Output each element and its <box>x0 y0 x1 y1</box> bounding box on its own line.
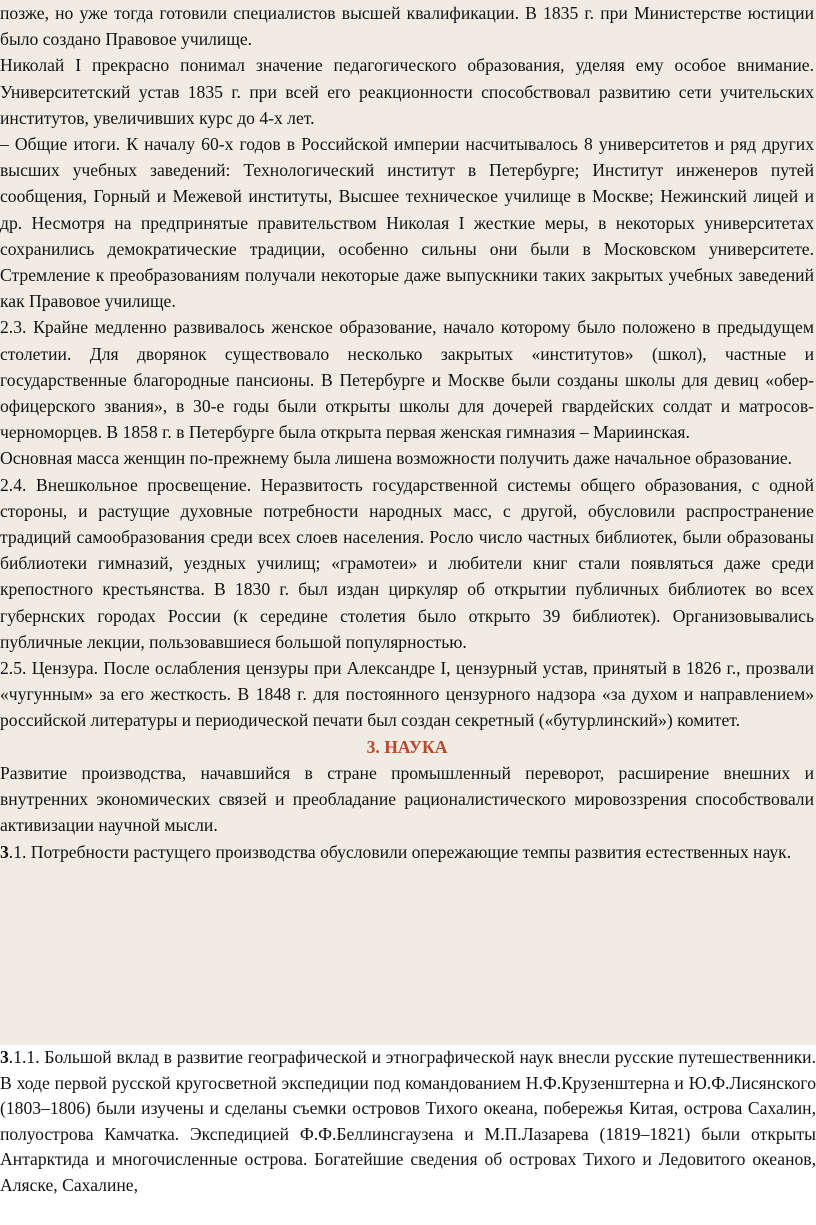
item-3-1-1-text: .1.1. Большой вклад в развитие географической и этнографической наук внесли русские путешественники. В ходе первой русской кругосветной экспедиции под командованием Н.Ф.Крузенштерна и Ю.Ф.Лисянского (1803–1806) были изучены и сделаны съемки островов Тихого океана, побережья Китая, острова Сахалин, полуострова Камчатка. Экспедицией Ф.Ф.Беллинсгаузена и М.П.Лазарева (1819–1821) были открыты Антарктида и многочисленные острова. Богатейшие сведения об островах Тихого и Ледовитого океанов, Аляске, Сахалине, <box>0 1047 816 1195</box>
item-3-1 <box>0 839 814 865</box>
item-3-1-number: 3 <box>0 841 9 862</box>
paragraph-4: 2.3. Крайне медленно развивалось женское образование, начало которому было положено в предыдущем столетии. Для дворянок существовало несколько закрытых «институтов» (школ), частные и государственные благородные пансионы. В Петербурге и Москве были созданы школы для девиц «обер-офицерского звания», в 30-е годы были открыты школы для дочерей гвардейских солдат и матросов-черноморцев. В 1858 г. в Петербурге была открыта первая женская гимназия – Мариинская. <box>0 317 814 443</box>
section-heading: 3. НАУКА <box>366 736 448 757</box>
item-3-1-1 <box>0 1045 816 1199</box>
item-3-1-text: .1. Потребности растущего производства обусловили опережающие темпы развития естественных наук. <box>8 841 792 862</box>
paragraph-5: Основная масса женщин по-прежнему была лишена возможности получить даже начальное образование. <box>0 448 793 469</box>
paragraph-6: 2.4. Внешкольное просвещение. Неразвитость государственной системы общего образования, с одной стороны, и растущие духовные потребности народных масс, с другой, обусловили распространение традиций самообразования среди всех слоев населения. Росло число частных библиотек, были образованы библиотеки гимназий, уездных училищ; «грамотеи» и любители книг стали появляться даже среди крепостного крестьянства. В 1830 г. был издан циркуляр об открытии публичных библиотек во всех губернских городах России (к середине столетия было открыто 39 библиотек). Организовывались публичные лекции, пользовавшиеся большой популярностью. <box>0 474 814 652</box>
paragraph-3: – Общие итоги. К началу 60-х годов в Российской империи насчитывалось 8 университетов и ряд других высших учебных заведений: Технологический институт в Петербурге; Институт инженеров путей сообщения, Горный и Межевой институты, Высшее техническое училище в Москве; Нежинский лицей и др. Несмотря на предпринятые правительством Николая I жесткие меры, в некоторых университетах сохранились демократические традиции, особенно сильны они были в Московском университете. Стремление к преобразованиям получали некоторые даже выпускники таких закрытых учебных заведений как Правовое училище. <box>0 134 814 312</box>
item-3-1-1-number: 3 <box>0 1047 9 1067</box>
section-paragraph-1: Развитие производства, начавшийся в стране промышленный переворот, расширение внешних и внутренних экономических связей и преобладание рационалистического мировоззрения способствовали активизации научной мысли. <box>0 762 814 836</box>
white-text-block <box>0 1045 816 1225</box>
paragraph-7: 2.5. Цензура. После ослабления цензуры при Александре I, цензурный устав, принятый в 1826 г., прозвали «чугунным» за его жесткость. В 1848 г. для постоянного цензурного надзора «за духом и направлением» российской литературы и периодической печати был создан секретный («бутурлинский») комитет. <box>0 658 814 731</box>
paragraph-2: Николай I прекрасно понимал значение педагогического образования, уделяя ему особое внимание. Университетский устав 1835 г. при всей его реакционности способствовал развитию сети учительских институтов, увеличивших курс до 4-х лет. <box>0 55 814 128</box>
paragraph-1: позже, но уже тогда готовили специалистов высшей квалификации. В 1835 г. при Министерстве юстиции было создано Правовое училище. <box>0 3 814 50</box>
